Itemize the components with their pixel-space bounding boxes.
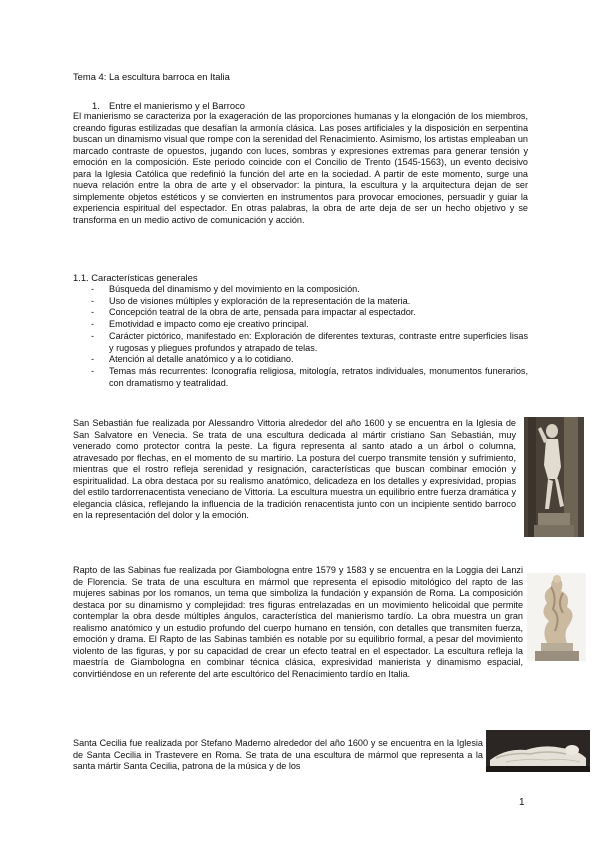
san-sebastian-image (524, 417, 584, 537)
list-item: - Uso de visiones múltiples y exploración de la representación de la materia. (91, 295, 411, 306)
santa-cecilia-paragraph: Santa Cecilia fue realizada por Stefano Maderno alrededor del año 1600 y se encuentra en la Iglesia de Santa Cecilia in Trastevere en Roma. Se trata de una escultura de mármol que representa a la santa mártir Santa Cecilia, patrona de la música y de los (73, 738, 483, 772)
list-item: - Emotividad e impacto como eje creativo principal. (91, 319, 309, 330)
section-title: Entre el manierismo y el Barroco (109, 100, 245, 111)
characteristics-list (91, 284, 528, 389)
section-number: 1. (92, 100, 100, 111)
rapto-sabinas-image (527, 573, 586, 661)
page-number: 1 (519, 797, 525, 808)
list-item: - Atención al detalle anatómico y a lo cotidiano. (91, 354, 294, 365)
subsection-heading: 1.1. Características generales (73, 272, 198, 283)
list-item: - Concepción teatral de la obra de arte, pensada para impactar al espectador. (91, 307, 416, 318)
list-item: - Temas más recurrentes: Iconografía religiosa, mitología, retratos individuales, monumentos funerarios, con dramatismo y teatralidad. (91, 365, 528, 388)
san-sebastian-paragraph: San Sebastián fue realizada por Alessandro Vittoria alrededor del año 1600 y se encuentra en la Iglesia de San Salvatore en Venecia. Se trata de una escultura dedicada al mártir cristiano San Sebastián, muy venerado como protector contra la peste. La figura representa al santo atado a un árbol o columna, atravesado por flechas, en el momento de su martirio. La postura del cuerpo transmite tensión y sufrimiento, mientras que el rostro refleja serenidad y resignación, características que buscan combinar emoción y espiritualidad. La obra destaca por su realismo anatómico, delicadeza en los detalles y expresividad, propias del estilo tardorrenacentista veneciano de Vittoria. La escultura muestra un equilibrio entre fuerza dramática y elegancia clásica, reflejando la influencia de la tradición renacentista junto con un incipiente sentido barroco en la representación del dolor y la emoción. (73, 418, 516, 521)
document-title: Tema 4: La escultura barroca en Italia (73, 71, 230, 82)
list-item: - Búsqueda del dinamismo y del movimiento en la composición. (91, 284, 360, 294)
section-heading (92, 100, 245, 111)
rapto-sabinas-paragraph: Rapto de las Sabinas fue realizada por Giambologna entre 1579 y 1583 y se encuentra en la Loggia dei Lanzi de Florencia. Se trata de una escultura en mármol que representa el episodio mitológico del rapto de las mujeres sabinas por los romanos, un tema que simboliza la fundación y expansión de Roma. La composición destaca por su dinamismo y complejidad: tres figuras entrelazadas en un movimiento helicoidal que permite contemplar la obra desde múltiples ángulos, característica del manierismo tardío. La obra muestra un gran realismo anatómico y un estudio profundo del cuerpo humano en tensión, con detalles que transmiten fuerza, emoción y drama. El Rapto de las Sabinas también es notable por su equilibrio formal, a pesar del movimiento violento de las figuras, y por su capacidad de crear un efecto teatral en el espectador. La escultura refleja la maestría de Giambologna en combinar técnica clásica, expresividad manierista y dinamismo espacial, convirtiéndose en un referente del arte escultórico del Renacimiento tardío en Italia. (73, 565, 523, 679)
santa-cecilia-image (486, 730, 590, 772)
list-item: - Carácter pictórico, manifestado en: Exploración de diferentes texturas, contraste entre superficies lisas y rugosas y pliegues profundos y atrapado de telas. (91, 330, 528, 353)
intro-paragraph: El manierismo se caracteriza por la exageración de las proporciones humanas y la elongación de los miembros, creando figuras estilizadas que desafían la armonía clásica. Las poses artificiales y la disposición en serpentina buscan un dinamismo visual que rompe con la serenidad del Renacimiento. Asimismo, los artistas empleaban un marcado contraste de opuestos, jugando con luces, sombras y expresiones extremas para generar tensión y emoción en la composición. Este periodo coincide con el Concilio de Trento (1545-1563), un evento decisivo para la Iglesia Católica que redefinió la función del arte en la sociedad. A partir de este momento, surge una nueva relación entre la obra de arte y el observador: la pintura, la escultura y la arquitectura dejan de ser simplemente objetos estéticos y se convierten en instrumentos para provocar emociones, persuadir y guiar la experiencia espiritual del espectador. En otras palabras, la obra de arte deja de ser un hecho objetivo y se transforma en un medio activo de comunicación y acción. (73, 111, 528, 225)
